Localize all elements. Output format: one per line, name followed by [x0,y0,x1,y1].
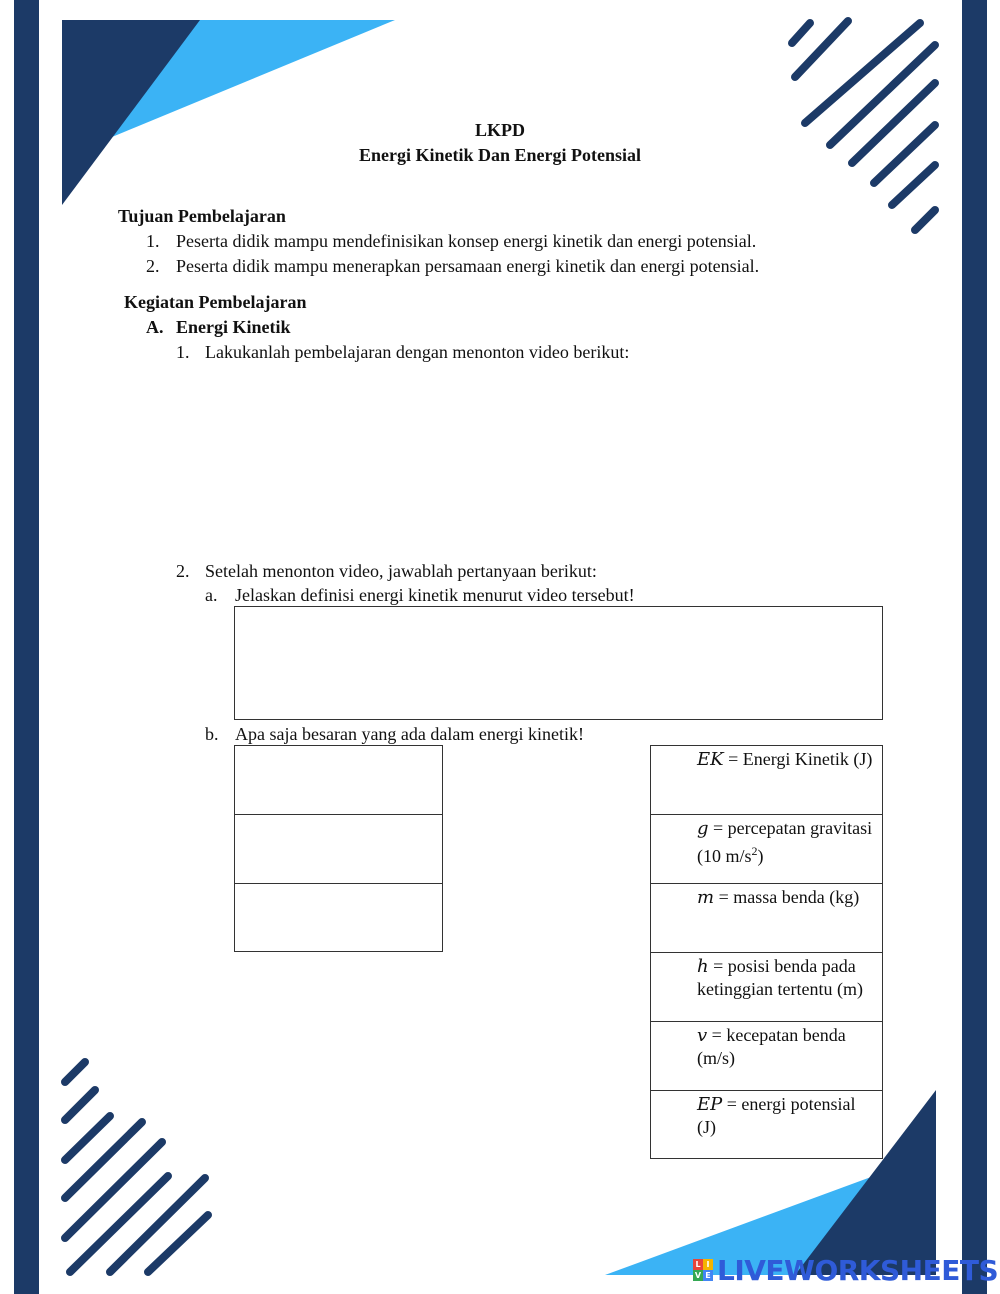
video-placeholder[interactable] [205,370,885,550]
legend-cell-h[interactable] [650,952,883,1022]
top-left-triangle-decoration [0,0,400,210]
legend-desc-tail: ) [757,846,764,866]
step-1-text: Lakukanlah pembelajaran dengan menonton video berikut: [205,342,630,362]
logo-text: LIVEWORKSHEETS [717,1253,999,1287]
question-a-text: Jelaskan definisi energi kinetik menurut video tersebut! [235,585,635,605]
legend-text [697,1024,877,1069]
legend-text [697,1093,877,1138]
legend-desc: = massa benda (kg) [718,887,860,907]
right-border-band [962,0,987,1294]
objective-text: Peserta didik mampu mendefinisikan konsep energi kinetik dan energi potensial. [176,231,757,251]
legend-desc: = kecepatan benda (m/s) [697,1025,846,1068]
objective-number: 2. [146,256,160,276]
step-2-number: 2. [176,561,190,581]
legend-symbol: g [697,818,709,839]
liveworksheets-logo [693,1255,998,1285]
legend-cell-ep[interactable] [650,1090,883,1159]
objective-number: 1. [146,231,160,251]
legend-text [697,955,877,1000]
legend-desc: = Energi Kinetik (J) [728,749,873,769]
answer-drop-box[interactable] [234,745,443,815]
legend-cell-m[interactable] [650,883,883,953]
legend-cell-ek[interactable] [650,745,883,815]
question-b-text: Apa saja besaran yang ada dalam energi kinetik! [235,724,585,744]
legend-symbol: EP [697,1094,723,1115]
legend-superscript: 2 [751,844,758,858]
logo-badge-letter: I [703,1259,713,1270]
legend-desc: = posisi benda pada ketinggian tertentu (m) [697,956,863,999]
legend-symbol: h [697,956,709,977]
activities-heading: Kegiatan Pembelajaran [124,292,307,312]
answer-drop-box[interactable] [234,883,443,952]
legend-symbol: v [697,1025,708,1046]
objectives-heading: Tujuan Pembelajaran [118,206,286,226]
document-subtitle: Energi Kinetik Dan Energi Potensial [358,145,641,165]
question-a-letter: a. [205,585,218,605]
question-b-letter: b. [205,724,219,744]
objective-text: Peserta didik mampu menerapkan persamaan energi kinetik dan energi potensial. [176,256,760,276]
bottom-left-stripes-decoration [50,1050,230,1280]
step-2-text: Setelah menonton video, jawablah pertanyaan berikut: [205,561,597,581]
answer-a-textbox[interactable] [234,606,883,720]
legend-desc: = energi potensial (J) [697,1094,856,1137]
answer-drop-box[interactable] [234,814,443,884]
legend-text [697,748,877,771]
step-1-number: 1. [176,342,190,362]
legend-text [697,886,877,909]
legend-text [697,817,877,867]
section-a-title: Energi Kinetik [176,317,291,337]
logo-badge-letter: L [693,1259,703,1270]
logo-badge-letter: V [694,1271,702,1280]
legend-desc: = percepatan gravitasi (10 m/s [697,818,873,866]
legend-symbol: EK [697,749,724,770]
legend-cell-v[interactable] [650,1021,883,1091]
legend-cell-g[interactable] [650,814,883,884]
logo-badge-letter: E [703,1270,713,1281]
section-a-letter: A. [146,317,164,337]
document-title: LKPD [474,120,525,140]
logo-badge-icon [693,1259,713,1281]
legend-symbol: m [697,887,715,908]
